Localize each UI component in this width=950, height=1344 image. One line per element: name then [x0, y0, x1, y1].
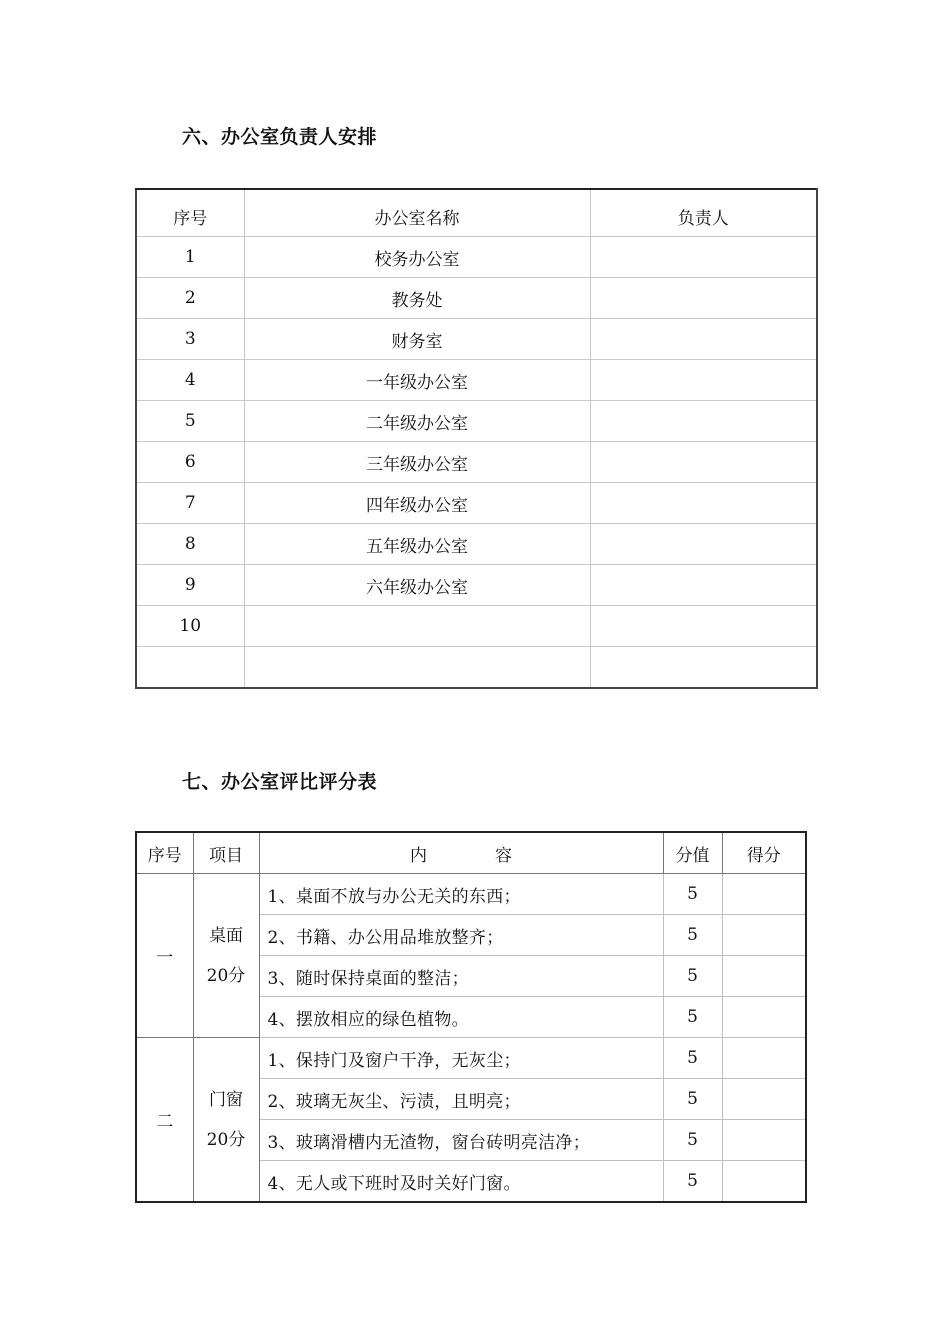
responsible-person	[590, 278, 817, 319]
table-row	[136, 360, 817, 401]
obtained-score	[722, 1038, 806, 1079]
table-row	[136, 1038, 806, 1079]
obtained-score	[722, 1161, 806, 1203]
office-name: 财务室	[244, 319, 590, 360]
criteria-content: 4、摆放相应的绿色植物。	[259, 997, 663, 1038]
office-responsible-table	[135, 188, 818, 689]
criteria-content: 2、玻璃无灰尘、污渍，且明亮；	[259, 1079, 663, 1120]
criteria-content: 1、保持门及窗户干净，无灰尘；	[259, 1038, 663, 1079]
project-name: 桌面	[209, 925, 243, 946]
obtained-score	[722, 997, 806, 1038]
row-index: 4	[136, 360, 244, 401]
project-name: 门窗	[209, 1089, 243, 1110]
obtained-score	[722, 874, 806, 915]
responsible-person	[590, 565, 817, 606]
office-scoring-table	[135, 831, 807, 1203]
criteria-content: 4、无人或下班时及时关好门窗。	[259, 1161, 663, 1203]
row-index: 2	[136, 278, 244, 319]
table-row	[136, 319, 817, 360]
responsible-person	[590, 237, 817, 278]
criteria-score: 5	[663, 915, 722, 956]
section-6-heading: 六、办公室负责人安排	[182, 126, 378, 148]
criteria-score: 5	[663, 997, 722, 1038]
criteria-score: 5	[663, 956, 722, 997]
table-row	[136, 442, 817, 483]
criteria-score: 5	[663, 874, 722, 915]
office-name: 二年级办公室	[244, 401, 590, 442]
obtained-score	[722, 915, 806, 956]
office-name: 一年级办公室	[244, 360, 590, 401]
project-points: 20分	[206, 1129, 246, 1150]
obtained-score	[722, 956, 806, 997]
criteria-content: 2、书籍、办公用品堆放整齐；	[259, 915, 663, 956]
row-index: 10	[136, 606, 244, 647]
row-index	[136, 647, 244, 689]
project-points: 20分	[206, 965, 246, 986]
criteria-content: 3、随时保持桌面的整洁；	[259, 956, 663, 997]
responsible-person	[590, 647, 817, 689]
responsible-person	[590, 360, 817, 401]
criteria-score: 5	[663, 1161, 722, 1203]
table-row	[136, 647, 817, 689]
header-obtained: 得分	[722, 832, 806, 874]
criteria-content: 3、玻璃滑槽内无渣物，窗台砖明亮洁净；	[259, 1120, 663, 1161]
section-7-heading: 七、办公室评比评分表	[182, 771, 378, 793]
header-responsible: 负责人	[590, 189, 817, 237]
office-name: 四年级办公室	[244, 483, 590, 524]
obtained-score	[722, 1079, 806, 1120]
group-project	[193, 874, 259, 1038]
row-index: 1	[136, 237, 244, 278]
criteria-score: 5	[663, 1120, 722, 1161]
table-row	[136, 874, 806, 915]
row-index: 3	[136, 319, 244, 360]
table-row	[136, 483, 817, 524]
header-content: 内 容	[259, 832, 663, 874]
row-index: 6	[136, 442, 244, 483]
office-name: 六年级办公室	[244, 565, 590, 606]
table-row	[136, 606, 817, 647]
header-score: 分值	[663, 832, 722, 874]
table-header-row	[136, 832, 806, 874]
table-row	[136, 524, 817, 565]
header-office-name: 办公室名称	[244, 189, 590, 237]
obtained-score	[722, 1120, 806, 1161]
table-row	[136, 237, 817, 278]
table-row	[136, 278, 817, 319]
criteria-content: 1、桌面不放与办公无关的东西；	[259, 874, 663, 915]
office-name	[244, 606, 590, 647]
criteria-score: 5	[663, 1079, 722, 1120]
office-name: 五年级办公室	[244, 524, 590, 565]
responsible-person	[590, 442, 817, 483]
header-index: 序号	[136, 832, 193, 874]
group-index: 二	[136, 1038, 193, 1203]
office-name: 校务办公室	[244, 237, 590, 278]
table-row	[136, 401, 817, 442]
row-index: 7	[136, 483, 244, 524]
row-index: 9	[136, 565, 244, 606]
responsible-person	[590, 319, 817, 360]
table-row	[136, 565, 817, 606]
header-index: 序号	[136, 189, 244, 237]
header-project: 项目	[193, 832, 259, 874]
row-index: 5	[136, 401, 244, 442]
responsible-person	[590, 606, 817, 647]
office-name: 三年级办公室	[244, 442, 590, 483]
responsible-person	[590, 483, 817, 524]
group-project	[193, 1038, 259, 1203]
responsible-person	[590, 524, 817, 565]
group-index: 一	[136, 874, 193, 1038]
criteria-score: 5	[663, 1038, 722, 1079]
row-index: 8	[136, 524, 244, 565]
responsible-person	[590, 401, 817, 442]
office-name: 教务处	[244, 278, 590, 319]
table-header-row	[136, 189, 817, 237]
office-name	[244, 647, 590, 689]
